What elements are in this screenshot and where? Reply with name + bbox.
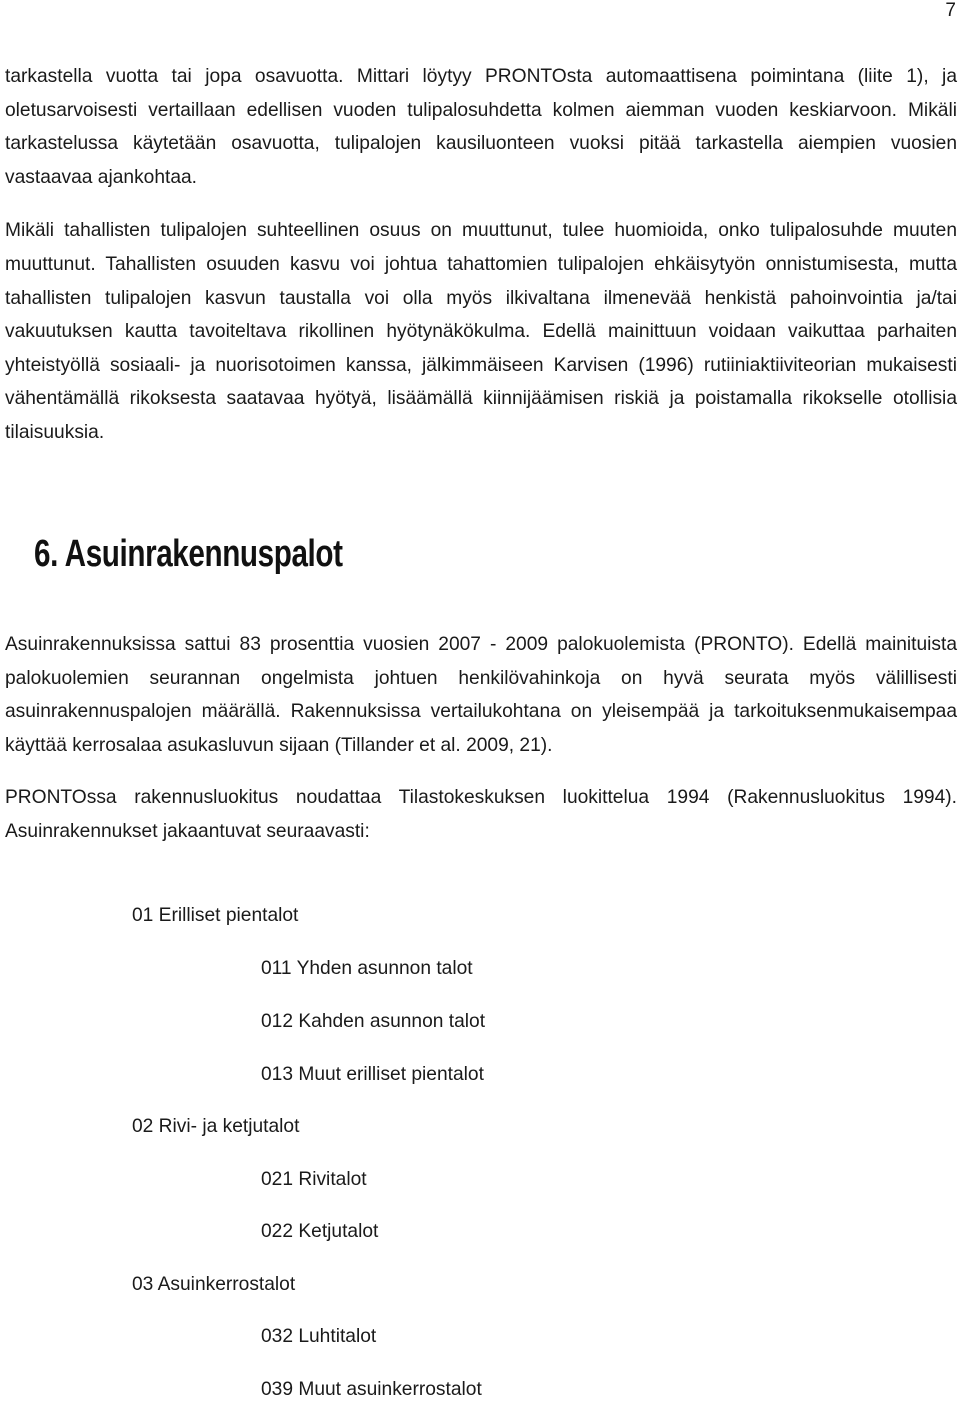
list-item: 021 Rivitalot	[261, 1169, 367, 1190]
paragraph: Mikäli tahallisten tulipalojen suhteellinen osuus on muuttunut, tulee huomioida, onko tulipalosuhde muuten muuttunut. Tahallisten osuuden kasvu voi johtua tahattomien tulipalojen ehkäisytyön onnistumisesta, mutta tahallisten tulipalojen kasvun taustalla voi olla myös ilkivaltana ilmenevää henkistä pahoinvointia ja/tai vakuutuksen kautta tavoiteltava rikollinen hyötynäkökulma. Edellä mainittuun voidaan vaikuttaa parhaiten yhteistyöllä sosiaali- ja nuorisotoimen kanssa, jälkimmäiseen Karvisen (1996) rutiiniaktiiviteorian mukaisesti vähentämällä rikoksesta saatavaa hyötyä, lisäämällä kiinnijäämisen riskiä ja poistamalla rikokselle otollisia tilaisuuksia.	[5, 220, 957, 443]
paragraph: PRONTOssa rakennusluokitus noudattaa Tilastokeskuksen luokittelua 1994 (Rakennusluokitus 1994). Asuinrakennukset jakaantuvat seuraavasti:	[5, 787, 957, 842]
page-number: 7	[945, 0, 956, 21]
section-heading: 6. Asuinrakennuspalot	[34, 533, 343, 575]
section-text	[5, 628, 957, 849]
paragraph: tarkastella vuotta tai jopa osavuotta. Mittari löytyy PRONTOsta automaattisena poimintana (liite 1), ja oletusarvoisesti vertaillaan edellisen vuoden tulipalosuhdetta kolmen aiemman vuoden keskiarvoon. Mikäli tarkastelussa käytetään osavuotta, tulipalojen kausiluonteen vuoksi pitää tarkastella aiempien vuosien vastaavaa ajankohtaa.	[5, 66, 957, 188]
list-item: 01 Erilliset pientalot	[132, 905, 299, 926]
list-item: 012 Kahden asunnon talot	[261, 1011, 486, 1032]
intro-text	[5, 60, 957, 450]
list-item: 022 Ketjutalot	[261, 1221, 379, 1242]
list-item: 011 Yhden asunnon talot	[261, 958, 473, 979]
list-item: 039 Muut asuinkerrostalot	[261, 1379, 482, 1400]
list-item: 02 Rivi- ja ketjutalot	[132, 1116, 300, 1137]
list-item: 032 Luhtitalot	[261, 1326, 377, 1347]
paragraph: Asuinrakennuksissa sattui 83 prosenttia vuosien 2007 - 2009 palokuolemista (PRONTO). Edellä mainituista palokuolemien seurannan ongelmista johtuen henkilövahinkoja on hyvä seurata myös välillisesti asuinrakennuspalojen määrällä. Rakennuksissa vertailukohtana on yleisempää ja tarkoituksenmukaisempaa käyttää kerrosalaa asukasluvun sijaan (Tillander et al. 2009, 21).	[5, 634, 957, 756]
list-item: 03 Asuinkerrostalot	[132, 1274, 296, 1295]
list-item: 013 Muut erilliset pientalot	[261, 1064, 484, 1085]
